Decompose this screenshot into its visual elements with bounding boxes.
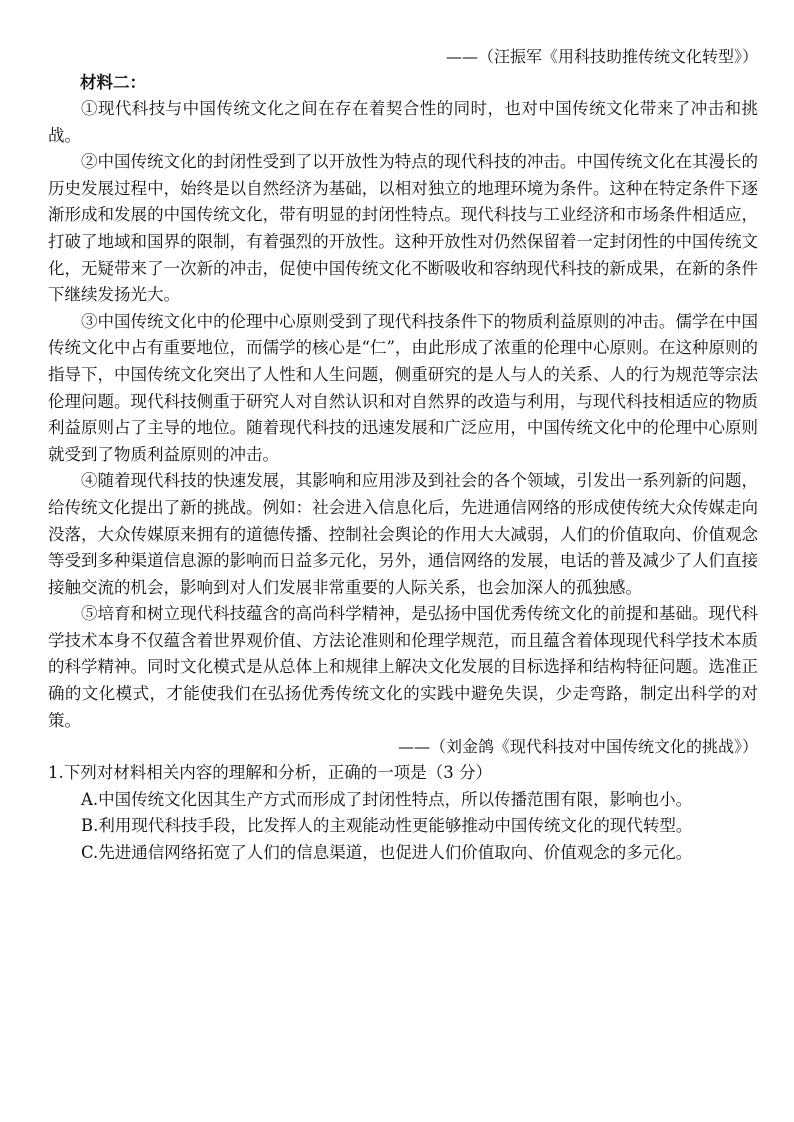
question-stem: 1.下列对材料相关内容的理解和分析，正确的一项是（3 分） — [48, 763, 492, 783]
source-citation-2: ——（刘金鸽《现代科技对中国传统文化的挑战》） — [397, 737, 758, 757]
paragraph-4: ④随着现代科技的快速发展，其影响和应用涉及到社会的各个领域，引发出一系列新的问题，给传统文化提出了新的挑战。例如：社会进入信息化后，先进通信网络的形成使传统大众传媒走向没落，大众传媒原来拥有的道德传播、控制社会舆论的作用大大减弱，人们的价值取向、价值观念等受到多种渠道信息源的影响而日益多元化，另外，通信网络的发展，电话的普及减少了人们直接接触交流的机会，影响到对人们发展非常重要的人际关系，也会加深人的孤独感。 — [48, 471, 758, 597]
paragraph-5: ⑤培育和树立现代科技蕴含的高尚科学精神，是弘扬中国优秀传统文化的前提和基础。现代科学技术本身不仅蕴含着世界观价值、方法论准则和伦理学规范，而且蕴含着体现现代科学技术本质的科学精神。同时文化模式是从总体上和规律上解决文化发展的目标选择和结构特征问题。选准正确的文化模式，才能使我们在弘扬优秀传统文化的实践中避免失误，少走弯路，制定出科学的对策。 — [48, 604, 758, 730]
option-c: C.先进通信网络拓宽了人们的信息渠道，也促进人们价值取向、价值观念的多元化。 — [81, 843, 693, 863]
option-b: B.利用现代科技手段，比发挥人的主观能动性更能够推动中国传统文化的现代转型。 — [81, 816, 693, 836]
paragraph-1: ①现代科技与中国传统文化之间在存在着契合性的同时，也对中国传统文化带来了冲击和挑战。 — [48, 99, 758, 145]
material-heading: 材料二： — [80, 73, 146, 92]
source-citation-1: ——（汪振军《用科技助推传统文化转型》） — [445, 47, 758, 66]
paragraph-3: ③中国传统文化中的伦理中心原则受到了现代科技条件下的物质利益原则的冲击。儒学在中国传统文化中占有重要地位，而儒学的核心是“仁”，由此形成了浓重的伦理中心原则。在这种原则的指导下，中国传统文化突出了人性和人生问题，侧重研究的是人与人的关系、人的行为规范等宗法伦理问题。现代科技侧重于研究人对自然认识和对自然界的改造与利用，与现代科技相适应的物质利益原则占了主导的地位。随着现代科技的迅速发展和广泛应用，中国传统文化中的伦理中心原则就受到了物质利益原则的冲击。 — [48, 311, 758, 464]
document-page — [48, 44, 758, 867]
paragraph-2: ②中国传统文化的封闭性受到了以开放性为特点的现代科技的冲击。中国传统文化在其漫长的历史发展过程中，始终是以自然经济为基础，以相对独立的地理环境为条件。这种在特定条件下逐渐形成和发展的中国传统文化，带有明显的封闭性特点。现代科技与工业经济和市场条件相适应，打破了地域和国界的限制，有着强烈的开放性。这种开放性对仍然保留着一定封闭性的中国传统文化，无疑带来了一次新的冲击，促使中国传统文化不断吸收和容纳现代科技的新成果，在新的条件下继续发扬光大。 — [48, 152, 758, 305]
option-a: A.中国传统文化因其生产方式而形成了封闭性特点，所以传播范围有限，影响也小。 — [81, 789, 693, 809]
